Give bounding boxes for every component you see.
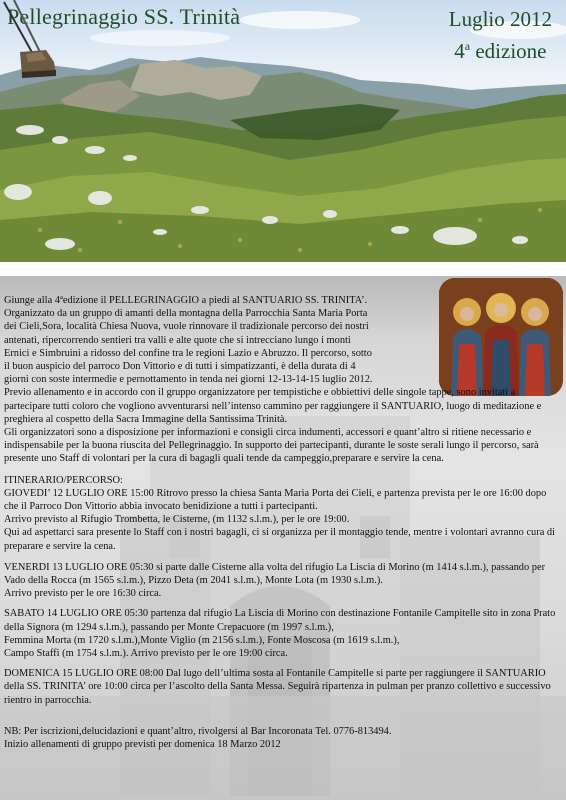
document-body xyxy=(0,276,566,800)
registration-note: NB: Per iscrizioni,delucidazioni e quant’altro, rivolgersi al Bar Incoronata Tel. 0776-813494. xyxy=(4,725,392,737)
day1-arrival: Arrivo previsto al Rifugio Trombetta, le Cisterne, (m 1132 s.l.m.), per le ore 19:00. xyxy=(4,514,350,526)
edition-number: 4 xyxy=(454,39,465,63)
intro-line: Ernici e Simbruini a ridosso del confine tra le regioni Lazio e Abruzzo. Il percorso, sotto xyxy=(4,347,372,359)
day1-paragraph: GIOVEDI’ 12 LUGLIO ORE 15:00 Ritrovo presso la chiesa Santa Maria Porta dei Cieli, e partenza prevista per le ore 16:00 dopo che il Parroco Don Vittorio abbia invocato benidizione a tutti i partecipanti. xyxy=(4,487,547,513)
intro-line: antenati, ripercorrendo sentieri tra valli e alte quote che si intrecciano lungo i monti xyxy=(4,334,351,346)
day3-paragraph: SABATO 14 LUGLIO ORE 05:30 partenza dal rifugio La Liscia di Morino con destinazione Fontanile Campitelle sito in zona Prato della Signora (m 1294 s.l.m.), passando per Monte Crepacuore (m 1997 s.l.m.), xyxy=(4,608,556,633)
announcement-text xyxy=(4,294,560,751)
edition-block xyxy=(449,6,552,65)
invitation-paragraph: Previo allenamento e in accordo con il gruppo organizzatore per tempistiche e obbiettivi delle singole tappe, sono invitati a partecipare tutti coloro che vogliono avventurarsi nell’intenso cammino per raggiungere il SANTUARIO, luogo di meditazione e preghiera al cospetto della Sacra Immagine della Santissima Trinità. xyxy=(4,387,542,425)
edition-label xyxy=(449,33,552,65)
day4-paragraph: DOMENICA 15 LUGLIO ORE 08:00 Dal lugo dell’ultima sosta al Fontanile Campitelle si parte per raggiungere il SANTUARIO della SS. TRINITA’ ore 10:00 circa per l’ascolto della Santa Messa. Seguirà ripartenza in pulman per pranzo collettivo e successivo rientro in parrocchia. xyxy=(4,668,551,706)
header-photo xyxy=(0,0,566,262)
intro-line: Giunge alla 4ªedizione il PELLEGRINAGGIO a piedi al SANTUARIO SS. TRINITA’. xyxy=(4,295,368,306)
day2-arrival: Arrivo previsto per le ore 16:30 circa. xyxy=(4,588,162,600)
hiking-boot-icon xyxy=(0,0,60,80)
training-note: Inizio allenamenti di gruppo previsti per domenica 18 Marzo 2012 xyxy=(4,739,281,751)
event-title: Pellegrinaggio SS. Trinità xyxy=(7,4,241,29)
day3-line-b: Femmina Morta (m 1720 s.l.m.),Monte Viglio (m 2156 s.l.m.), Fonte Moscosa (m 1619 s.l.m.), xyxy=(4,634,400,646)
intro-line: dei Cieli,Sora, località Chiesa Nuova, vuole rinnovare il tradizionale percorso dei nostri xyxy=(4,321,369,333)
itinerary-heading: ITINERARIO/PERCORSO: xyxy=(4,474,123,486)
intro-line: giorni con soste intermedie e pernottamento in tenda nei giorni 12-13-14-15 luglio 2012. xyxy=(4,374,373,386)
intro-line: il buon auspicio del parroco Don Vittorio e di tutti i simpatizzanti, è della durata di 4 xyxy=(4,361,356,373)
edition-word: edizione xyxy=(470,39,547,63)
edition-superscript: a xyxy=(464,39,471,53)
organizers-paragraph: Gli organizzatori sono a disposizione per informazioni e consigli circa indumenti, accessori e quant’altro si ritiene necessario e indispensabile per la buona riuscita del Pellegrinaggio. In supporto dei partecipanti, durante le soste serali lungo il percorso, sarà presente uno Staff di volontari per la cura di bagagli quali tende da campeggio,preparare e servire la cena. xyxy=(4,427,539,465)
intro-line: Organizzato da un gruppo di amanti della montagna della Parrocchia Santa Maria Porta xyxy=(4,308,368,320)
event-date: Luglio 2012 xyxy=(448,7,552,31)
intro-paragraph xyxy=(4,294,432,386)
day2-paragraph: VENERDI 13 LUGLIO ORE 05:30 si parte dalle Cisterne alla volta del rifugio La Liscia di Morino (m 1414 s.l.m.), passando per Vado della Rocca (m 1565 s.l.m.), Pizzo Deta (m 2041 s.l.m.), Monte Lota (m 1930 s.l.m.). xyxy=(4,561,546,587)
day3-line-c: Campo Staffi (m 1754 s.l.m.). Arrivo previsto per le ore 19:00 circa. xyxy=(4,648,288,660)
day1-note: Qui ad aspettarci sara presente lo Staff con i nostri bagagli, ci si organizza per il montaggio tende, mentre i volontari avranno cura di preparare e servire la cena. xyxy=(4,527,556,552)
